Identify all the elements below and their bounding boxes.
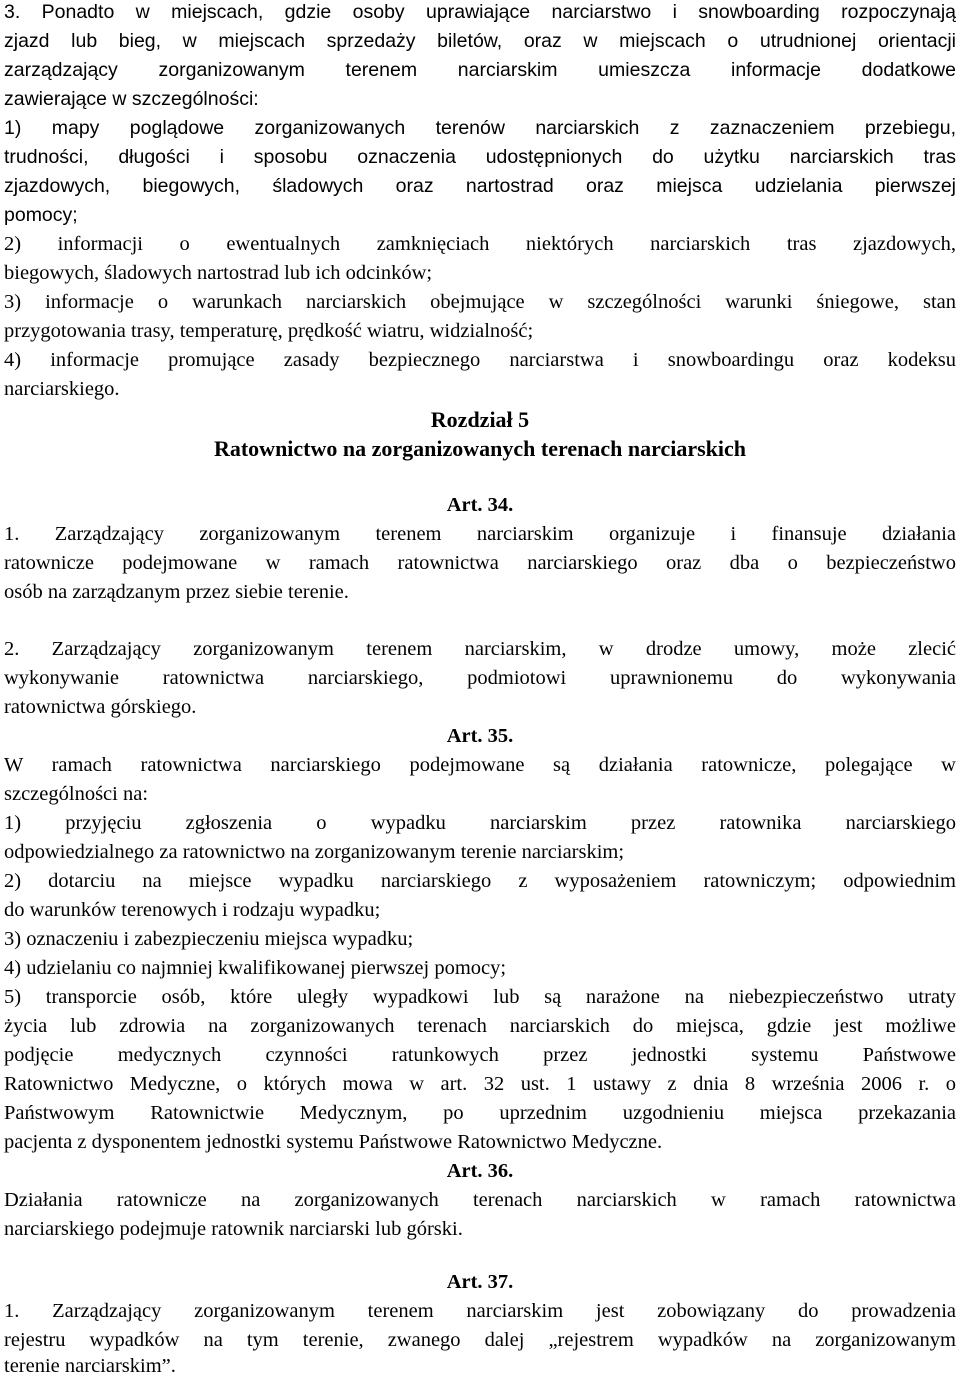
art34-p2-line-2: wykonywanie ratownictwa narciarskiego, podmiotowi uprawnionemu do wykonywania <box>4 667 956 689</box>
art35-line-2: szczególności na: <box>4 783 149 805</box>
list-item-3-line-1: 3) informacje o warunkach narciarskich obejmujące w szczególności warunki śniegowe, stan <box>4 291 956 313</box>
list-item-3-line-2: przygotowania trasy, temperaturę, prędkość wiatru, widzialność; <box>4 320 534 342</box>
art35-line-11: podjęcie medycznych czynności ratunkowych przez jednostki systemu Państwowe <box>4 1044 956 1066</box>
paragraph-3-line-4: zawierające w szczególności: <box>4 88 259 110</box>
art37-line-3: terenie narciarskim”. <box>4 1355 176 1377</box>
chapter-title: Rozdział 5 <box>430 407 530 432</box>
paragraph-3-line-1: 3. Ponadto w miejscach, gdzie osoby uprawiające narciarstwo i snowboarding rozpoczynają <box>4 1 956 23</box>
list-item-2-line-2: biegowych, śladowych nartostrad lub ich odcinków; <box>4 262 433 284</box>
art35-line-3: 1) przyjęciu zgłoszenia o wypadku narciarskim przez ratownika narciarskiego <box>4 812 956 834</box>
art34-p2-line-1: 2. Zarządzający zorganizowanym terenem narciarskim, w drodze umowy, może zlecić <box>4 638 956 660</box>
art34-p1-line-3: osób na zarządzanym przez siebie terenie. <box>4 581 349 603</box>
list-item-2-line-1: 2) informacji o ewentualnych zamknięciach niektórych narciarskich tras zjazdowych, <box>4 233 956 255</box>
paragraph-3-line-2: zjazd lub bieg, w miejscach sprzedaży biletów, oraz w miejscach o utrudnionej orientacji <box>4 30 956 52</box>
article-36-title: Art. 36. <box>446 1160 514 1182</box>
art34-p2-line-3: ratownictwa górskiego. <box>4 696 197 718</box>
art35-line-4: odpowiedzialnego za ratownictwo na zorganizowanym terenie narciarskim; <box>4 841 625 863</box>
list-item-1-line-3: zjazdowych, biegowych, śladowych oraz nartostrad oraz miejsca udzielania pierwszej <box>4 175 956 197</box>
art36-line-2: narciarskiego podejmuje ratownik narciarski lub górski. <box>4 1218 463 1240</box>
art35-line-8: 4) udzielaniu co najmniej kwalifikowanej pierwszej pomocy; <box>4 957 507 979</box>
art36-line-1: Działania ratownicze na zorganizowanych terenach narciarskich w ramach ratownictwa <box>4 1189 956 1211</box>
chapter-subtitle: Ratownictwo na zorganizowanych terenach narciarskich <box>213 436 747 461</box>
art35-line-1: W ramach ratownictwa narciarskiego podejmowane są działania ratownicze, polegające w <box>4 754 956 776</box>
art35-line-14: pacjenta z dysponentem jednostki systemu Państwowe Ratownictwo Medyczne. <box>4 1131 663 1153</box>
art35-line-10: życia lub zdrowia na zorganizowanych terenach narciarskich do miejsca, gdzie jest możliwe <box>4 1015 956 1037</box>
list-item-1-line-2: trudności, długości i sposobu oznaczenia udostępnionych do użytku narciarskich tras <box>4 146 956 168</box>
art34-p1-line-1: 1. Zarządzający zorganizowanym terenem narciarskim organizuje i finansuje działania <box>4 523 956 545</box>
art35-line-6: do warunków terenowych i rodzaju wypadku; <box>4 899 381 921</box>
article-37-title: Art. 37. <box>446 1271 514 1293</box>
art34-p1-line-2: ratownicze podejmowane w ramach ratownictwa narciarskiego oraz dba o bezpieczeństwo <box>4 552 956 574</box>
art35-line-12: Ratownictwo Medyczne, o których mowa w art. 32 ust. 1 ustawy z dnia 8 września 2006 r. o <box>4 1073 956 1095</box>
paragraph-3-line-3: zarządzający zorganizowanym terenem narciarskim umieszcza informacje dodatkowe <box>4 59 956 81</box>
list-item-4-line-1: 4) informacje promujące zasady bezpiecznego narciarstwa i snowboardingu oraz kodeksu <box>4 349 956 371</box>
list-item-4-line-2: narciarskiego. <box>4 378 120 400</box>
art35-line-5: 2) dotarciu na miejsce wypadku narciarskiego z wyposażeniem ratowniczym; odpowiednim <box>4 870 956 892</box>
article-35-title: Art. 35. <box>446 725 514 747</box>
art35-line-9: 5) transporcie osób, które uległy wypadkowi lub są narażone na niebezpieczeństwo utraty <box>4 986 956 1008</box>
list-item-1-line-4: pomocy; <box>4 204 78 226</box>
art35-line-7: 3) oznaczeniu i zabezpieczeniu miejsca wypadku; <box>4 928 414 950</box>
article-34-title: Art. 34. <box>446 494 514 516</box>
art35-line-13: Państwowym Ratownictwie Medycznym, po uprzednim uzgodnieniu miejsca przekazania <box>4 1102 956 1124</box>
list-item-1-line-1: 1) mapy poglądowe zorganizowanych terenów narciarskich z zaznaczeniem przebiegu, <box>4 117 956 139</box>
art37-line-1: 1. Zarządzający zorganizowanym terenem narciarskim jest zobowiązany do prowadzenia <box>4 1300 956 1322</box>
art37-line-2: rejestru wypadków na tym terenie, zwanego dalej „rejestrem wypadków na zorganizowanym <box>4 1329 956 1351</box>
